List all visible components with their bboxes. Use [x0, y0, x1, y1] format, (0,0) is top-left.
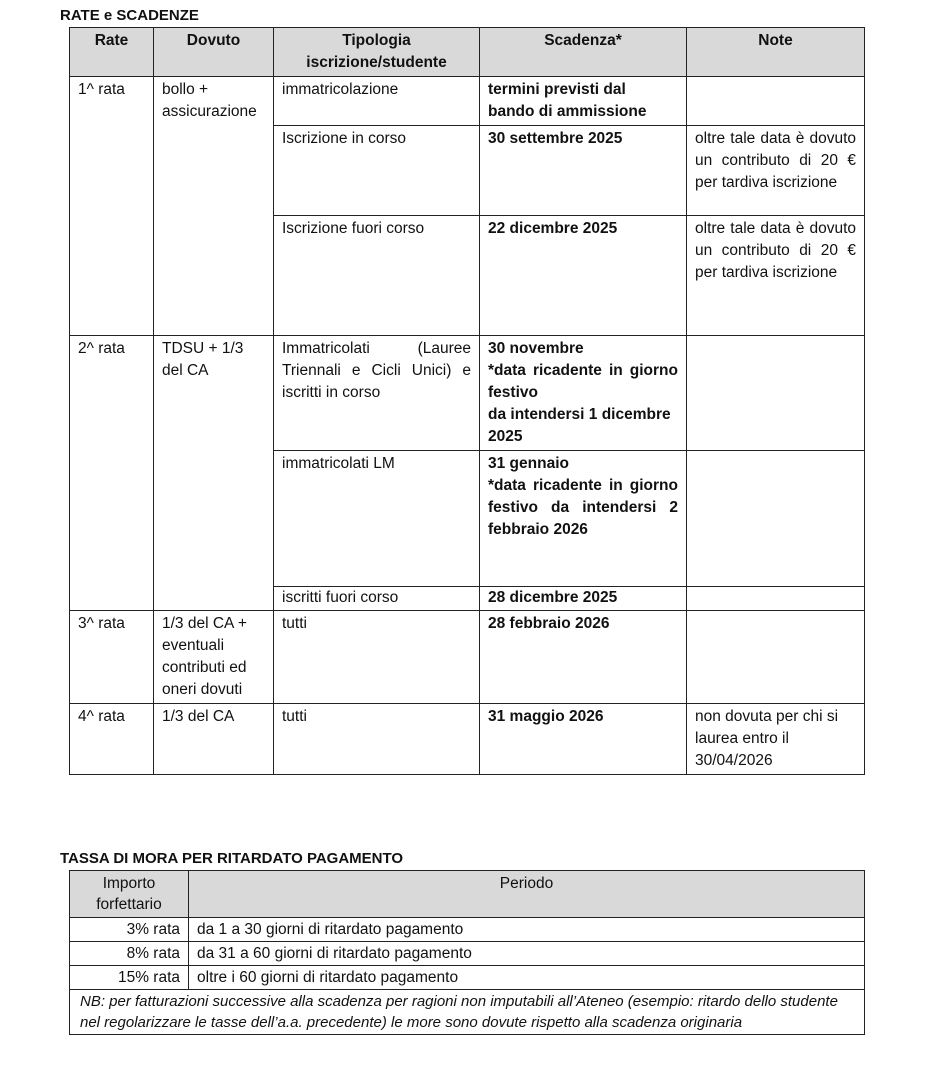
scadenza-cell: termini previsti dal bando di ammissione: [480, 77, 687, 126]
table-row: [70, 966, 865, 990]
header-importo: Importo forfettario: [70, 871, 189, 918]
note-cell: [687, 451, 865, 587]
importo-cell: 8% rata: [70, 942, 189, 966]
rate-scadenze-table: [69, 27, 865, 775]
note-cell: [687, 77, 865, 126]
table-row: [70, 918, 865, 942]
rata-label: 1^ rata: [70, 77, 154, 336]
dovuto-cell: bollo + assicurazione: [154, 77, 274, 336]
periodo-cell: da 1 a 30 giorni di ritardato pagamento: [189, 918, 865, 942]
note-cell: [687, 336, 865, 451]
table-row: [70, 942, 865, 966]
table-row: [70, 990, 865, 1035]
rata-label: 3^ rata: [70, 611, 154, 704]
tipologia-cell: immatricolati LM: [274, 451, 480, 587]
rata-label: 4^ rata: [70, 704, 154, 775]
header-dovuto: Dovuto: [154, 28, 274, 77]
section-title-rate-scadenze: RATE e SCADENZE: [60, 7, 199, 24]
header-tipologia: Tipologia iscrizione/studente: [274, 28, 480, 77]
tipologia-cell: Iscrizione in corso: [274, 126, 480, 216]
tipologia-cell: iscritti fuori corso: [274, 587, 480, 611]
tassa-mora-table: [69, 870, 865, 1035]
tipologia-cell: Iscrizione fuori corso: [274, 216, 480, 336]
table-header-row: [70, 871, 865, 918]
dovuto-cell: TDSU + 1/3 del CA: [154, 336, 274, 611]
periodo-cell: oltre i 60 giorni di ritardato pagamento: [189, 966, 865, 990]
table-row: [70, 611, 865, 704]
header-periodo: Periodo: [189, 871, 865, 918]
note-cell: non dovuta per chi si laurea entro il 30/04/2026: [687, 704, 865, 775]
tipologia-cell: tutti: [274, 704, 480, 775]
note-cell: [687, 587, 865, 611]
tipologia-cell: Immatricolati (Lauree Triennali e Cicli Unici) e iscritti in corso: [274, 336, 480, 451]
dovuto-cell: 1/3 del CA: [154, 704, 274, 775]
note-cell: oltre tale data è dovuto un contributo di 20 € per tardiva iscrizione: [687, 216, 865, 336]
scadenza-cell: 30 novembre *data ricadente in giorno festivo da intendersi 1 dicembre 2025: [480, 336, 687, 451]
tipologia-cell: tutti: [274, 611, 480, 704]
scadenza-cell: 22 dicembre 2025: [480, 216, 687, 336]
header-scadenza: Scadenza*: [480, 28, 687, 77]
header-rate: Rate: [70, 28, 154, 77]
scadenza-cell: 28 febbraio 2026: [480, 611, 687, 704]
periodo-cell: da 31 a 60 giorni di ritardato pagamento: [189, 942, 865, 966]
scadenza-cell: 31 maggio 2026: [480, 704, 687, 775]
rata-label: 2^ rata: [70, 336, 154, 611]
note-cell: [687, 611, 865, 704]
note-cell: oltre tale data è dovuto un contributo di 20 € per tardiva iscrizione: [687, 126, 865, 216]
tipologia-cell: immatricolazione: [274, 77, 480, 126]
scadenza-cell: 30 settembre 2025: [480, 126, 687, 216]
dovuto-cell: 1/3 del CA + eventuali contributi ed oneri dovuti: [154, 611, 274, 704]
importo-cell: 15% rata: [70, 966, 189, 990]
importo-cell: 3% rata: [70, 918, 189, 942]
header-note: Note: [687, 28, 865, 77]
table-row: [70, 77, 865, 126]
scadenza-cell: 28 dicembre 2025: [480, 587, 687, 611]
table-row: [70, 704, 865, 775]
table-row: [70, 336, 865, 451]
section-title-tassa-di-mora: TASSA DI MORA PER RITARDATO PAGAMENTO: [60, 850, 404, 867]
nb-note: NB: per fatturazioni successive alla scadenza per ragioni non imputabili all’Ateneo (esempio: ritardo dello studente nel regolarizzare le tasse dell’a.a. precedente) le more sono dovute rispetto alla scadenza originaria: [70, 990, 865, 1035]
scadenza-cell: 31 gennaio *data ricadente in giorno festivo da intendersi 2 febbraio 2026: [480, 451, 687, 587]
table-header-row: [70, 28, 865, 77]
